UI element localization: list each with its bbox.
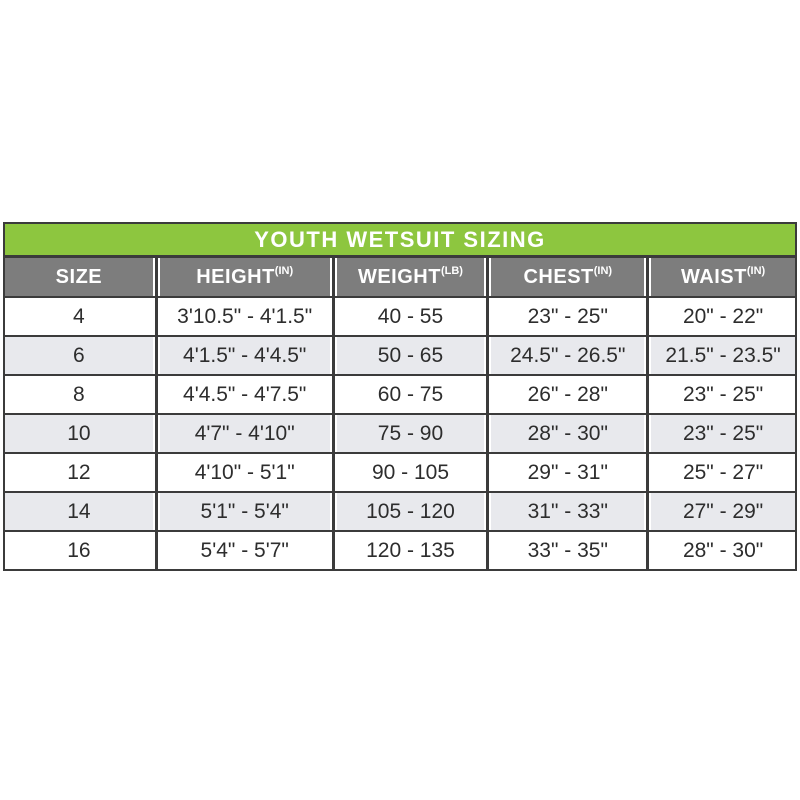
size-cell: 10 xyxy=(5,415,153,452)
column-header-unit: (IN) xyxy=(593,265,613,277)
size-cell: 6 xyxy=(5,337,153,374)
chest-cell: 26" - 28" xyxy=(491,376,644,413)
column-divider xyxy=(153,493,160,530)
chest-cell: 28" - 30" xyxy=(491,415,644,452)
column-divider xyxy=(484,258,491,296)
column-header-label: WEIGHT xyxy=(357,265,441,288)
chest-cell: 33" - 35" xyxy=(491,532,644,569)
table-row xyxy=(5,337,795,376)
table-row xyxy=(5,298,795,337)
column-divider xyxy=(644,493,651,530)
column-header-chest xyxy=(491,258,644,296)
chest-cell: 31" - 33" xyxy=(491,493,644,530)
column-header-waist xyxy=(651,258,795,296)
column-header-unit: (IN) xyxy=(746,265,766,277)
weight-cell: 40 - 55 xyxy=(337,298,485,335)
column-header-label: SIZE xyxy=(55,265,103,288)
column-divider xyxy=(484,337,491,374)
table-row xyxy=(5,376,795,415)
column-divider xyxy=(484,376,491,413)
column-header-unit: (LB) xyxy=(440,265,463,277)
column-divider xyxy=(484,415,491,452)
column-header-label: WAIST xyxy=(681,265,747,288)
waist-cell: 20" - 22" xyxy=(651,298,795,335)
table-row xyxy=(5,493,795,532)
table-row xyxy=(5,532,795,569)
column-divider xyxy=(644,415,651,452)
column-header-height xyxy=(160,258,330,296)
height-cell: 4'1.5" - 4'4.5" xyxy=(160,337,330,374)
column-divider xyxy=(153,298,160,335)
column-divider xyxy=(644,376,651,413)
waist-cell: 23" - 25" xyxy=(651,376,795,413)
weight-cell: 50 - 65 xyxy=(337,337,485,374)
size-cell: 4 xyxy=(5,298,153,335)
column-divider xyxy=(153,376,160,413)
height-cell: 3'10.5" - 4'1.5" xyxy=(160,298,330,335)
weight-cell: 105 - 120 xyxy=(337,493,485,530)
column-header-size xyxy=(5,258,153,296)
table-header-row xyxy=(5,258,795,298)
column-header-label: CHEST xyxy=(523,265,594,288)
column-divider xyxy=(644,454,651,491)
column-divider xyxy=(644,532,651,569)
column-divider xyxy=(484,454,491,491)
size-cell: 8 xyxy=(5,376,153,413)
column-divider xyxy=(330,298,337,335)
column-divider xyxy=(153,415,160,452)
column-divider xyxy=(330,337,337,374)
chest-cell: 29" - 31" xyxy=(491,454,644,491)
height-cell: 5'4" - 5'7" xyxy=(160,532,330,569)
table-body xyxy=(3,258,797,571)
weight-cell: 120 - 135 xyxy=(337,532,485,569)
column-divider xyxy=(153,454,160,491)
weight-cell: 75 - 90 xyxy=(337,415,485,452)
column-divider xyxy=(330,376,337,413)
column-divider xyxy=(484,493,491,530)
column-divider xyxy=(153,532,160,569)
chest-cell: 23" - 25" xyxy=(491,298,644,335)
size-cell: 16 xyxy=(5,532,153,569)
sizing-table xyxy=(3,222,797,571)
column-divider xyxy=(644,337,651,374)
column-divider xyxy=(484,532,491,569)
chest-cell: 24.5" - 26.5" xyxy=(491,337,644,374)
column-divider xyxy=(330,493,337,530)
size-cell: 14 xyxy=(5,493,153,530)
size-cell: 12 xyxy=(5,454,153,491)
column-divider xyxy=(330,415,337,452)
column-divider xyxy=(330,258,337,296)
column-divider xyxy=(330,532,337,569)
table-row xyxy=(5,415,795,454)
column-divider xyxy=(644,298,651,335)
height-cell: 4'10" - 5'1" xyxy=(160,454,330,491)
height-cell: 5'1" - 5'4" xyxy=(160,493,330,530)
waist-cell: 21.5" - 23.5" xyxy=(651,337,795,374)
column-header-weight xyxy=(337,258,485,296)
column-divider xyxy=(484,298,491,335)
column-divider xyxy=(153,337,160,374)
height-cell: 4'7" - 4'10" xyxy=(160,415,330,452)
waist-cell: 23" - 25" xyxy=(651,415,795,452)
table-title-bar xyxy=(3,222,797,258)
column-divider xyxy=(153,258,160,296)
weight-cell: 90 - 105 xyxy=(337,454,485,491)
column-header-unit: (IN) xyxy=(274,265,294,277)
waist-cell: 28" - 30" xyxy=(651,532,795,569)
weight-cell: 60 - 75 xyxy=(337,376,485,413)
height-cell: 4'4.5" - 4'7.5" xyxy=(160,376,330,413)
table-row xyxy=(5,454,795,493)
column-divider xyxy=(330,454,337,491)
column-header-label: HEIGHT xyxy=(196,265,275,288)
waist-cell: 25" - 27" xyxy=(651,454,795,491)
waist-cell: 27" - 29" xyxy=(651,493,795,530)
column-divider xyxy=(644,258,651,296)
table-title: YOUTH WETSUIT SIZING xyxy=(254,226,546,252)
